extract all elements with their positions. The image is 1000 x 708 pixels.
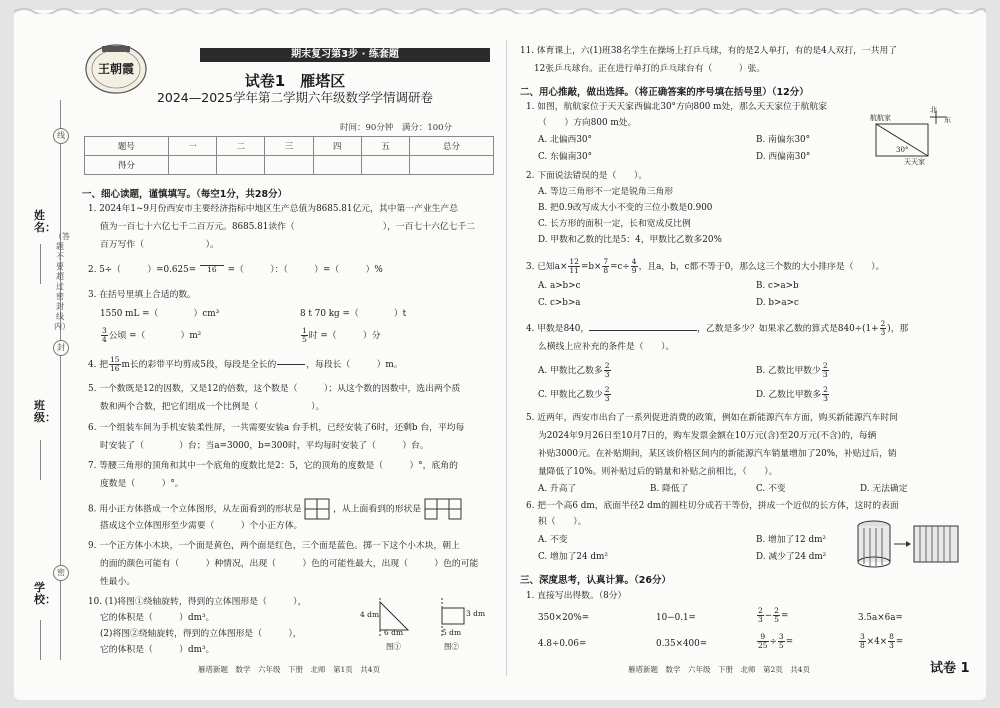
fraction-blank[interactable] xyxy=(277,364,305,365)
calc-item: 0.35×400= xyxy=(656,639,708,649)
question-9-line-3: 性最小。 xyxy=(100,577,136,587)
choice-1-option-a[interactable]: A. 北偏西30° xyxy=(538,135,592,145)
school-label: 学校： xyxy=(34,581,56,606)
question-6-line-2: 时安装了（ ）台；当a=3000，b=300时，平均每时安装了（ ）台。 xyxy=(100,441,429,451)
question-11-line-1: 11. 体育课上，六(1)班38名学生在操场上打乒乓球，有的是2人单打，有的是4人双打，一共用了 xyxy=(520,46,898,56)
map-hanghang-label: 航航家 xyxy=(870,114,891,122)
figure-1-height: 4 dm xyxy=(360,610,380,619)
score-table-header: 四 xyxy=(313,137,361,156)
choice-3-option-a[interactable]: A. a>b>c xyxy=(538,281,581,291)
fraction: $\frac{1}{5}$ xyxy=(302,326,307,344)
fraction: 16 xyxy=(200,265,224,274)
fraction: $\frac{2}{3}$ xyxy=(604,361,610,379)
question-7-line-1: 7. 等腰三角形的顶角和其中一个底角的度数比是2：5，它的顶角的度数是（ ）°，底角的 xyxy=(88,461,458,471)
right-page-footer: 雁塔新题 数学 六年级 下册 北师 第2页 共4页 xyxy=(628,665,811,674)
question-8-line-1: 8. 用小正方体搭成一个立体图形，从左面看到的形状是 ，从上面看到的形状是 xyxy=(88,498,462,520)
choice-3-option-b[interactable]: B. c>a>b xyxy=(756,281,799,291)
question-3a: 1550 mL =（ ）cm³ xyxy=(100,309,220,319)
question-3c: $\frac{3}{4}$ 公顷 =（ ）m² xyxy=(102,326,202,344)
calc-item: $\frac{2}{3}$ − $\frac{2}{5}$ = xyxy=(758,606,789,624)
score-table-header: 一 xyxy=(168,137,216,156)
logo-text: 王朝霞 xyxy=(97,62,134,76)
choice-2-option-d[interactable]: D. 甲数和乙数的比是5：4，甲数比乙数多20% xyxy=(538,235,722,245)
section-3-question-1: 1. 直接写出得数。（8分） xyxy=(526,591,627,601)
paper-number-corner: 试卷 1 xyxy=(930,661,970,676)
paper-subtitle: 2024—2025学年第二学期六年级数学学情调研卷 xyxy=(156,90,434,105)
choice-5-option-d[interactable]: D. 无法确定 xyxy=(860,484,908,494)
figure-1-width: 6 dm xyxy=(384,628,404,637)
choice-3-option-c[interactable]: C. c>b>a xyxy=(538,298,581,308)
choice-5-option-a[interactable]: A. 升高了 xyxy=(538,484,577,494)
question-10-line-4: 它的体积是（ ）dm³。 xyxy=(100,645,215,655)
choice-4-option-a[interactable]: A. 甲数比乙数多 $\frac{2}{3}$ xyxy=(538,361,610,379)
choice-2-option-c[interactable]: C. 长方形的面积一定，长和宽成反比例 xyxy=(538,219,691,229)
score-table-row xyxy=(85,156,494,175)
class-field[interactable] xyxy=(40,440,41,480)
choice-5-option-b[interactable]: B. 降低了 xyxy=(650,484,689,494)
fraction: $\frac{3}{4}$ xyxy=(102,326,107,344)
score-table-header: 题号 xyxy=(85,137,169,156)
calc-item: $\frac{3}{8}$ ×4× $\frac{8}{3}$ = xyxy=(860,632,904,650)
fraction: $\frac{8}{3}$ xyxy=(889,632,894,650)
fraction: $\frac{2}{3}$ xyxy=(823,385,828,403)
review-banner: 期末复习第3步 · 练套题 xyxy=(200,48,490,62)
question-4: 4. 把 $\frac{15}{16}$ m长的彩带平均剪成5段，每段是全长的 ，每段长（ ）m。 xyxy=(88,355,403,373)
choice-4-blank[interactable] xyxy=(589,330,697,331)
choice-2-option-a[interactable]: A. 等边三角形不一定是锐角三角形 xyxy=(538,187,674,197)
score-table-header: 五 xyxy=(361,137,409,156)
figure-1-caption: 图① xyxy=(386,642,401,651)
seal-mark: 密 xyxy=(53,565,69,581)
score-cell[interactable] xyxy=(217,156,265,175)
choice-4-line-2: 么横线上应补充的条件是（ ）。 xyxy=(538,342,675,352)
choice-1-option-b[interactable]: B. 南偏东30° xyxy=(756,135,811,145)
choice-6-line-2: 积（ ）。 xyxy=(538,517,587,527)
seal-mark: 封 xyxy=(53,340,69,356)
question-9-line-1: 9. 一个正方体小木块，一个面是黄色，两个面是红色，三个面是蓝色。掷一下这个小木块，朝上 xyxy=(88,541,460,551)
question-2-text-end: =（ ）：（ ）=（ ）% xyxy=(227,265,383,275)
section-2-heading: 二、用心推敲，做出选择。（将正确答案的序号填在括号里）（12分） xyxy=(520,87,809,98)
score-table-header-row xyxy=(85,137,494,156)
choice-2-stem: 2. 下面说法错误的是（ ）。 xyxy=(526,171,648,181)
score-cell[interactable] xyxy=(168,156,216,175)
choice-5-option-c[interactable]: C. 不变 xyxy=(756,484,786,494)
choice-5-line-4: 量降低了10%。则补贴过后的销量和补贴之前相比，（ ）。 xyxy=(538,467,778,477)
fraction: $\frac{2}{5}$ xyxy=(774,606,779,624)
fraction: $\frac{2}{3}$ xyxy=(758,606,763,624)
score-cell[interactable] xyxy=(361,156,409,175)
calc-item: 4.8÷0.06= xyxy=(538,639,587,649)
choice-3-option-d[interactable]: D. b>a>c xyxy=(756,298,799,308)
top-view-figure xyxy=(424,498,462,520)
choice-6-option-b[interactable]: B. 增加了12 dm² xyxy=(756,535,826,545)
map-tiantian-label: 天天家 xyxy=(904,158,925,166)
question-10-line-1: 10. (1)将图①绕轴旋转，得到的立体图形是（ ）， xyxy=(88,597,307,607)
paper-title: 试卷1 雁塔区 xyxy=(244,72,346,90)
section-1-heading: 一、细心读题，谨慎填写。（每空1分，共28分） xyxy=(82,189,288,200)
choice-6-line-1: 6. 把一个高6 dm，底面半径2 dm的圆柱切分成若干等份，拼成一个近似的长方体，这时的表面 xyxy=(526,501,899,511)
fraction: $\frac{7}{8}$ xyxy=(603,257,609,275)
fraction: $\frac{2}{3}$ xyxy=(822,361,828,379)
question-1-line-3: 百万写作（ ）。 xyxy=(100,240,219,250)
question-9-line-2: 的面的颜色可能有（ ）种情况，出现（ ）色的可能性最大，出现（ ）色的可能 xyxy=(100,559,479,569)
question-1-line-1: 1. 2024年1~9月份西安市主要经济指标中地区生产总值为8685.81亿元，其中第一产业生产总 xyxy=(88,204,459,214)
map-east-label: 东 xyxy=(944,116,951,124)
choice-5-line-3: 补贴3000元。在补贴期间，某区该价格区间内的新能源汽车销量增加了20%，补贴过后，销 xyxy=(538,449,897,459)
question-1-line-2: 值为一百七十六亿七千二百万元。8685.81读作（ ），一百七十六亿七千二 xyxy=(100,222,476,232)
calc-item: 350×20%= xyxy=(538,613,590,623)
question-5-line-2: 数和两个合数，把它们组成一个比例是（ ）。 xyxy=(100,402,325,412)
score-table-header: 三 xyxy=(265,137,313,156)
choice-3-stem: 3. 已知a× $\frac{12}{11}$ =b× $\frac{7}{8}$ =c÷ $\frac{4}{9}$ ，且a，b，c都不等于0，那么这三个数的大小排序是（ ）。 xyxy=(526,257,885,275)
score-cell[interactable] xyxy=(265,156,313,175)
choice-6-option-d[interactable]: D. 减少了24 dm² xyxy=(756,552,827,562)
name-field[interactable] xyxy=(40,244,41,284)
seal-mark: 线 xyxy=(53,128,69,144)
fraction: $\frac{3}{5}$ xyxy=(778,632,784,650)
score-table xyxy=(84,136,494,175)
question-3d: $\frac{1}{5}$ 时 =（ ）分 xyxy=(302,326,381,344)
left-view-figure xyxy=(304,498,330,520)
question-10-line-2: 它的体积是（ ）dm³。 xyxy=(100,613,215,623)
question-5-line-1: 5. 一个数既是12的因数，又是12的倍数，这个数是（ ）；从这个数的因数中，选出两个质 xyxy=(88,384,461,394)
class-label: 班级： xyxy=(34,399,56,424)
name-label: 姓名： xyxy=(34,209,56,234)
school-field[interactable] xyxy=(40,620,41,660)
cylinder-to-cuboid-figure xyxy=(854,518,966,568)
figure-2-width: 5 dm xyxy=(442,628,462,637)
choice-4-line-1: 4. 甲数是840， ，乙数是多少？如果求乙数的算式是840÷(1+ $\frac{2}{3}$ )，那 xyxy=(526,319,909,337)
section-3-heading: 三、深度思考，认真计算。（26分） xyxy=(520,575,671,586)
choice-1-line-1: 1. 如图，航航家位于天天家西偏北30°方向800 m处，那么天天家位于航航家 xyxy=(526,102,828,112)
question-3b: 8 t 70 kg =（ ）t xyxy=(300,309,407,319)
figure-2-height: 3 dm xyxy=(466,609,486,618)
choice-1-option-d[interactable]: D. 西偏南30° xyxy=(756,152,811,162)
column-divider xyxy=(506,40,507,676)
fraction: $\frac{15}{16}$ xyxy=(110,355,120,373)
choice-1-line-2: （ ）方向800 m处。 xyxy=(538,118,637,128)
choice-4-option-b[interactable]: B. 乙数比甲数少 $\frac{2}{3}$ xyxy=(756,361,828,379)
fraction: $\frac{4}{9}$ xyxy=(631,257,637,275)
choice-2-option-b[interactable]: B. 把0.9改写成大小不变的三位小数是0.900 xyxy=(538,203,713,213)
score-cell[interactable] xyxy=(410,156,494,175)
figure-2-caption: 图② xyxy=(444,642,459,651)
choice-1-option-c[interactable]: C. 东偏南30° xyxy=(538,152,592,162)
fraction: $\frac{9}{25}$ xyxy=(758,632,768,650)
score-cell[interactable] xyxy=(313,156,361,175)
map-north-label: 北 xyxy=(930,106,937,114)
choice-6-option-c[interactable]: C. 增加了24 dm² xyxy=(538,552,608,562)
calc-item: $\frac{9}{25}$ ÷ $\frac{3}{5}$ = xyxy=(758,632,794,650)
question-2-text: 2. 5÷（ ）=0.625= xyxy=(88,265,197,275)
left-page-footer: 雁塔新题 数学 六年级 下册 北师 第1页 共4页 xyxy=(198,665,381,674)
choice-6-option-a[interactable]: A. 不变 xyxy=(538,535,568,545)
map-angle-label: 30° xyxy=(896,146,909,154)
time-and-score: 时间：90分钟 满分：100分 xyxy=(340,123,453,133)
fraction: $\frac{2}{3}$ xyxy=(880,319,886,337)
calc-item: 3.5a×6a= xyxy=(858,613,903,623)
question-7-line-2: 度数是（ ）°。 xyxy=(100,479,184,489)
seal-warning: （答题不要超过密封线内） xyxy=(54,232,70,331)
question-3-heading: 3. 在括号里填上合适的数。 xyxy=(88,290,196,300)
question-6-line-1: 6. 一个组装车间为手机安装柔性屏，一共需要安装a 台手机，已经安装了6时，还剩b 台，平均每 xyxy=(88,423,465,433)
fraction: $\frac{2}{3}$ xyxy=(604,385,610,403)
choice-5-line-1: 5. 近两年，西安市出台了一系列促进消费的政策，例如在新能源汽车方面，购买新能源汽车时间 xyxy=(526,413,898,423)
score-table-header: 总分 xyxy=(410,137,494,156)
question-8-line-2: 搭成这个立体图形至少需要（ ）个小正方体。 xyxy=(100,521,303,531)
question-2 xyxy=(88,264,383,277)
score-table-header: 二 xyxy=(217,137,265,156)
question-10-line-3: (2)将图②绕轴旋转，得到的立体图形是（ ）， xyxy=(100,629,302,639)
score-row-label: 得分 xyxy=(85,156,169,175)
sheet-top-edge xyxy=(14,6,986,14)
calc-item: 10−0.1= xyxy=(656,613,696,623)
fraction: $\frac{3}{8}$ xyxy=(860,632,865,650)
choice-5-line-2: 为2024年9月26日至10月7日的，购车发票金额在10万元(含)至20万元(不含)的，每辆 xyxy=(538,431,877,441)
question-11-line-2: 12张乒乓球台。正在进行单打的乒乓球台有（ ）张。 xyxy=(534,64,766,74)
choice-4-option-c[interactable]: C. 甲数比乙数少 $\frac{2}{3}$ xyxy=(538,385,610,403)
fraction: $\frac{12}{11}$ xyxy=(569,257,579,275)
choice-4-option-d[interactable]: D. 乙数比甲数多 $\frac{2}{3}$ xyxy=(756,385,828,403)
